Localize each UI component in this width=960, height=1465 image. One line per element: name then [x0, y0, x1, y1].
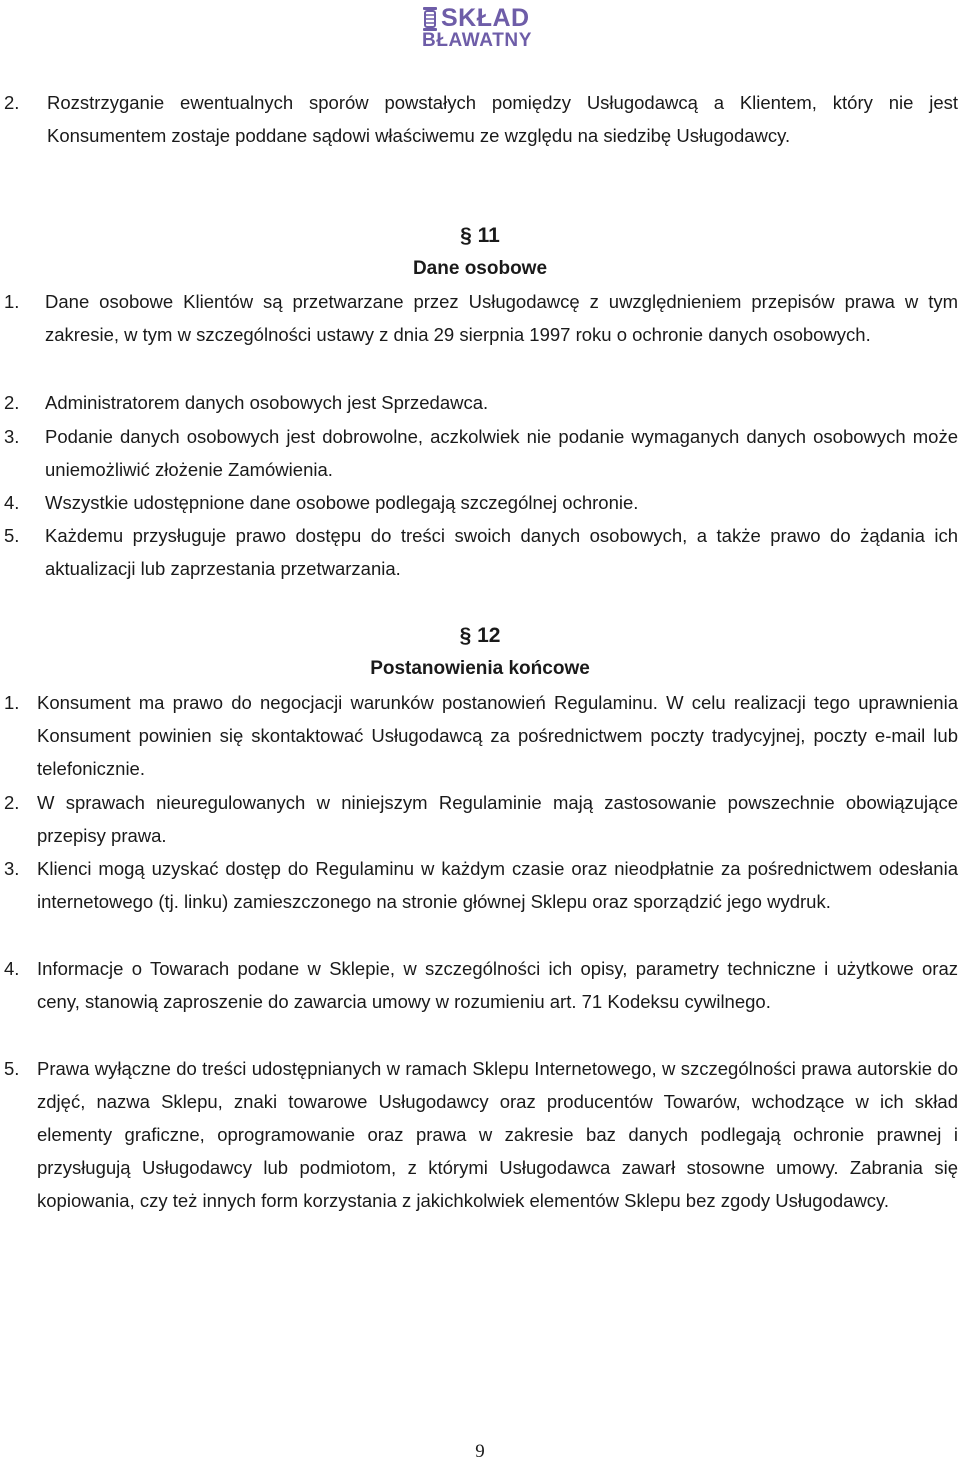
section-number: § 11: [460, 224, 500, 247]
item-text: Każdemu przysługuje prawo dostępu do treści swoich danych osobowych, a także prawo do żądania ich aktualizacji lub zaprzestania przetwarzania.: [45, 525, 958, 579]
item-number: 2.: [4, 792, 20, 813]
item-text: W sprawach nieuregulowanych w niniejszym Regulaminie mają zastosowanie powszechnie obowiązujące przepisy prawa.: [37, 792, 958, 846]
section-title: Postanowienia końcowe: [370, 658, 590, 679]
logo-text-line2: BŁAWATNY: [422, 30, 532, 51]
spool-icon: [422, 6, 438, 32]
section-title: Dane osobowe: [412, 258, 548, 279]
item-text: Prawa wyłączne do treści udostępnianych w ramach Sklepu Internetowego, w szczególności prawa autorskie do zdjęć, nazwa Sklepu, znaki towarowe Usługodawcy oraz producentów Towarów, wchodzące w ich skład elementy graficzne, oprogramowanie oraz prawa w zakresie baz danych podlegają ochronie prawnej i przysługują Usługodawcy lub podmiotom, z którymi Usługodawca zawarł stosowne umowy. Zabrania się kopiowania, czy też innych form korzystania z jakichkolwiek elementów Sklepu bez zgody Usługodawcy.: [37, 1058, 958, 1211]
item-text: Rozstrzyganie ewentualnych sporów powstałych pomiędzy Usługodawcą a Klientem, który nie jest Konsumentem zostaje poddane sądowi właściwemu ze względu na siedzibę Usługodawcy.: [47, 92, 958, 146]
item-number: 1.: [4, 692, 20, 713]
logo-text-line1: SKŁAD: [441, 4, 530, 32]
item-number: 3.: [4, 426, 20, 447]
item-text: Konsument ma prawo do negocjacji warunków postanowień Regulaminu. W celu realizacji tego uprawnienia Konsument powinien się skontaktować Usługodawcą za pośrednictwem poczty tradycyjnej, poczty e-mail lub telefonicznie.: [37, 692, 958, 779]
brand-logo: [422, 6, 540, 52]
page-number: 9: [475, 1441, 485, 1462]
section-number: § 12: [459, 624, 501, 647]
item-text: Administratorem danych osobowych jest Sprzedawca.: [45, 392, 489, 413]
item-number: 3.: [4, 858, 20, 879]
item-number: 2.: [4, 392, 20, 413]
item-text: Podanie danych osobowych jest dobrowolne, aczkolwiek nie podanie wymaganych danych osobowych może uniemożliwić złożenie Zamówienia.: [45, 426, 958, 480]
item-number: 1.: [4, 291, 20, 312]
list-item: [0, 86, 960, 156]
section-heading: [0, 219, 960, 285]
item-text: Informacje o Towarach podane w Sklepie, w szczególności ich opisy, parametry techniczne i użytkowe oraz ceny, stanowią zaproszenie do zawarcia umowy w rozumieniu art. 71 Kodeksu cywilnego.: [37, 958, 958, 1012]
item-text: Klienci mogą uzyskać dostęp do Regulaminu w każdym czasie oraz nieodpłatnie za pośrednictwem odesłania internetowego (tj. linku) zamieszczonego na stronie głównej Sklepu oraz sporządzić jego wydruk.: [37, 858, 958, 912]
item-number: 4.: [4, 492, 20, 513]
item-text: Dane osobowe Klientów są przetwarzane przez Usługodawcę z uwzględnieniem przepisów prawa w tym zakresie, w tym w szczególności ustawy z dnia 29 sierpnia 1997 roku o ochronie danych osobowych.: [45, 291, 958, 345]
item-text: Wszystkie udostępnione dane osobowe podlegają szczególnej ochronie.: [45, 492, 639, 513]
item-number: 5.: [4, 1058, 20, 1079]
item-number: 4.: [4, 958, 20, 979]
section-heading: [0, 619, 960, 685]
item-number: 5.: [4, 525, 20, 546]
item-number: 2.: [4, 92, 20, 113]
